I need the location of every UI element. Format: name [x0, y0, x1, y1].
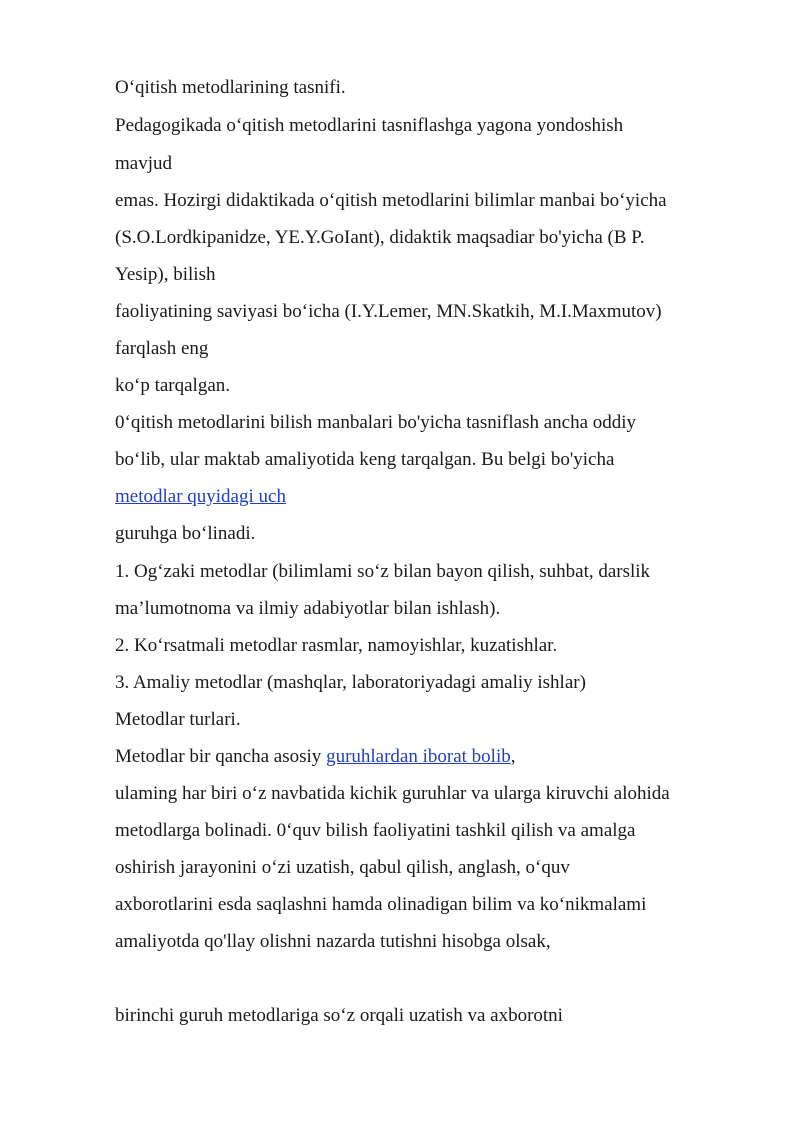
text-segment: Metodlar bir qancha asosiy: [115, 746, 327, 767]
text-line: faoliyatining saviyasi bo‘icha (I.Y.Lemer, MN.Skatkih, M.I.Maxmutov): [115, 301, 662, 322]
text-line: Pedagogikada o‘qitish metodlarini tasniflashga yagona yondoshish: [115, 115, 624, 136]
text-segment: ,: [510, 746, 516, 767]
text-line: bo‘lib, ular maktab amaliyotida keng tarqalgan. Bu belgi bo'yicha: [115, 449, 615, 470]
text-line: guruhga bo‘linadi.: [115, 523, 256, 544]
text-line: oshirish jarayonini o‘zi uzatish, qabul qilish, anglash, o‘quv: [115, 857, 570, 878]
guruhlar-link[interactable]: guruhlardan iborat bolib: [326, 746, 511, 767]
text-line: ulaming har biri o‘z navbatida kichik guruhlar va ularga kiruvchi alohida: [115, 783, 670, 804]
list-item: 1. Og‘zaki metodlar (bilimlami so‘z bilan bayon qilish, suhbat, darslik: [115, 561, 651, 582]
text-line: amaliyotda qo'llay olishni nazarda tutishni hisobga olsak,: [115, 931, 551, 952]
text-line: [115, 745, 516, 769]
list-item: 2. Ko‘rsatmali metodlar rasmlar, namoyishlar, kuzatishlar.: [115, 635, 558, 656]
text-line: emas. Hozirgi didaktikada o‘qitish metodlarini bilimlar manbai bo‘yicha: [115, 190, 667, 211]
text-line: Yesip), bilish: [115, 264, 216, 285]
text-line: farqlash eng: [115, 338, 209, 359]
text-line: Metodlar turlari.: [115, 709, 241, 730]
text-line: [115, 485, 286, 509]
text-line: birinchi guruh metodlariga so‘z orqali uzatish va axborotni: [115, 1005, 563, 1026]
text-line: 0‘qitish metodlarini bilish manbalari bo'yicha tasniflash ancha oddiy: [115, 412, 637, 433]
metodlar-link[interactable]: metodlar quyidagi uch: [115, 486, 286, 507]
text-line: ma’lumotnoma va ilmiy adabiyotlar bilan ishlash).: [115, 598, 501, 619]
text-line: (S.O.Lordkipanidze, YE.Y.GoIant), didaktik maqsadiar bo'yicha (B P.: [115, 227, 645, 248]
list-item: 3. Amaliy metodlar (mashqlar, laboratoriyadagi amaliy ishlar): [115, 672, 586, 693]
text-line: mavjud: [115, 153, 172, 174]
text-line: metodlarga bolinadi. 0‘quv bilish faoliyatini tashkil qilish va amalga: [115, 820, 636, 841]
heading-line: O‘qitish metodlarining tasnifi.: [115, 77, 346, 98]
text-line: ko‘p tarqalgan.: [115, 375, 231, 396]
text-line: axborotlarini esda saqlashni hamda olinadigan bilim va ko‘nikmalami: [115, 894, 647, 915]
